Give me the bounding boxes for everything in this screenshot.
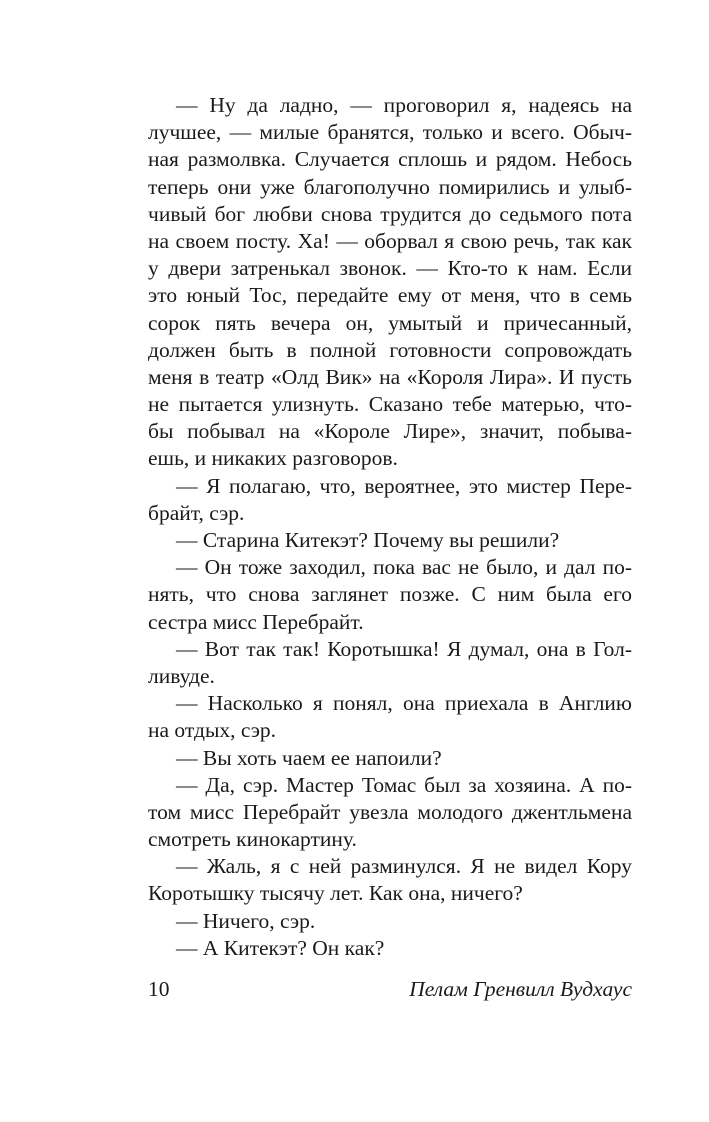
text-line: ливуде. [148,663,215,688]
page-body [148,92,632,962]
text-line: у двери затренькал звонок. — Кто-то к нам. Если [148,256,632,281]
text-line: — Жаль, я с ней разминулся. Я не видел Кору [176,854,632,879]
text-line: — А Китекэт? Он как? [176,935,385,960]
text-line: ная размолвка. Случается сплошь и рядом. Небось [148,147,632,172]
text-line: — Ну да ладно, — проговорил я, надеясь на [176,93,632,117]
text-line: бы побывал на «Короле Лире», значит, побыва- [148,419,632,444]
text-line: — Вот так так! Коротышка! Я думал, она в Гол- [176,636,632,661]
text-line: чивый бог любви снова трудится до седьмого пота [148,201,632,226]
text-line: сорок пять вечера он, умытый и причесанный, [148,310,632,335]
text-line: — Старина Китекэт? Почему вы решили? [176,528,560,552]
text-line: лучшее, — милые бранятся, только и всего. Обыч- [148,120,632,145]
text-line: на отдых, сэр. [148,718,277,743]
running-title: Пелам Гренвилл Вудхаус [409,977,632,1001]
text-line: — Ничего, сэр. [176,908,316,933]
text-line: на своем посту. Ха! — оборвал я свою речь, так как [148,228,632,253]
text-line: ешь, и никаких разговоров. [148,446,398,471]
text-line: теперь они уже благополучно помирились и улыб- [148,174,632,199]
text-line: смотреть кинокартину. [148,827,357,852]
text-line: не пытается улизнуть. Сказано тебе матерью, что- [148,392,632,417]
text-line: это юный Тос, передайте ему от меня, что в семь [148,283,632,308]
text-line: должен быть в полной готовности сопровождать [148,337,632,362]
text-line: — Да, сэр. Мастер Томас был за хозяина. А по- [176,772,632,797]
text-line: том мисс Перебрайт увезла молодого джентльмена [148,799,632,824]
text-line: — Насколько я понял, она приехала в Англию [176,691,632,716]
text-line: сестра мисс Перебрайт. [148,609,364,634]
text-line: брайт, сэр. [148,500,245,525]
text-line: — Вы хоть чаем ее напоили? [176,745,442,770]
page-footer [148,975,632,1003]
text-line: Коротышку тысячу лет. Как она, ничего? [148,881,523,906]
text-line: нять, что снова заглянет позже. С ним была его [148,582,632,607]
page-number: 10 [148,977,170,1001]
text-line: меня в театр «Олд Вик» на «Короля Лира». И пусть [148,364,632,389]
text-line: — Я полагаю, что, вероятнее, это мистер Пере- [176,473,632,498]
text-line: — Он тоже заходил, пока вас не было, и дал по- [176,555,632,580]
